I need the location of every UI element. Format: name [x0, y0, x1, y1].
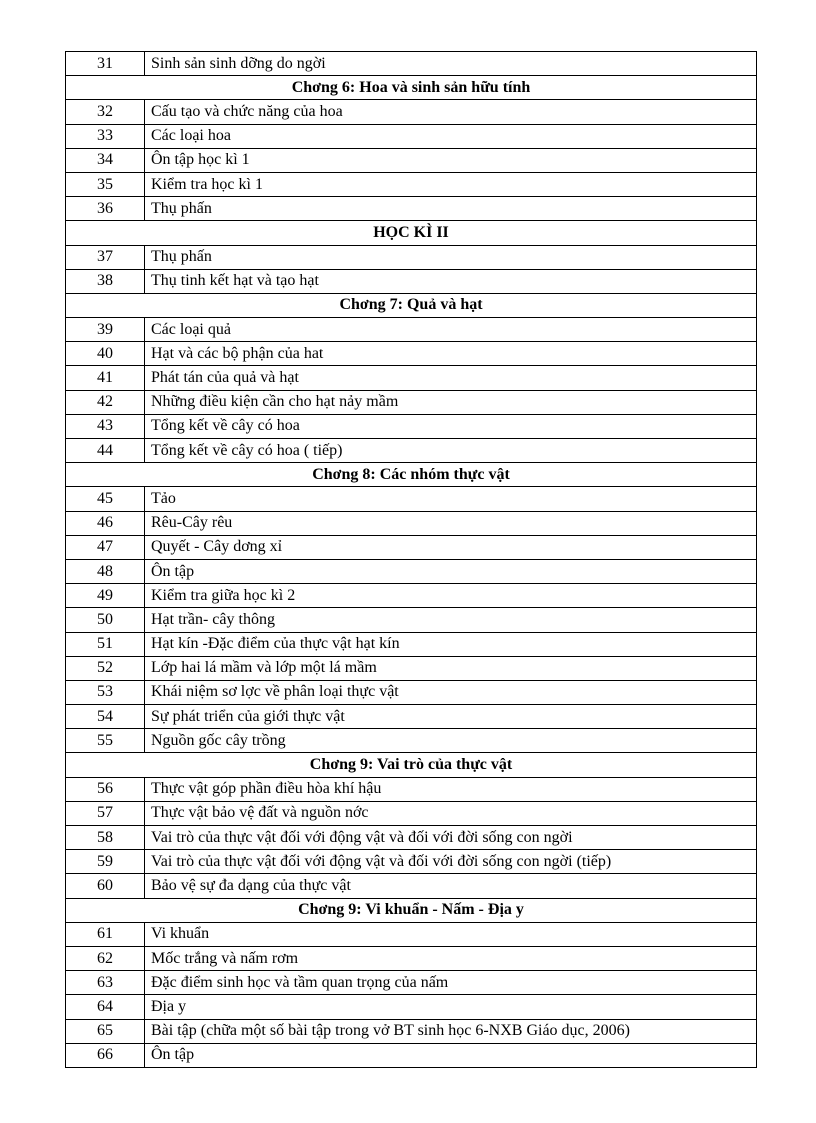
lesson-number: 36: [66, 197, 145, 221]
curriculum-table: [65, 51, 757, 1068]
lesson-number: 35: [66, 172, 145, 196]
lesson-number: 56: [66, 777, 145, 801]
lesson-row: [66, 584, 757, 608]
lesson-row: [66, 874, 757, 898]
lesson-number: 31: [66, 52, 145, 76]
lesson-row: [66, 511, 757, 535]
lesson-row: [66, 269, 757, 293]
lesson-title: Thụ phấn: [145, 245, 757, 269]
lesson-number: 33: [66, 124, 145, 148]
lesson-row: [66, 172, 757, 196]
curriculum-table-body: [66, 52, 757, 1068]
lesson-title: Quyết - Cây dơng xỉ: [145, 535, 757, 559]
lesson-number: 53: [66, 680, 145, 704]
chapter-heading-row: [66, 76, 757, 100]
lesson-title: Thụ phấn: [145, 197, 757, 221]
lesson-number: 42: [66, 390, 145, 414]
lesson-title: Cấu tạo và chức năng của hoa: [145, 100, 757, 124]
lesson-title: Hạt trần- cây thông: [145, 608, 757, 632]
lesson-title: Thực vật góp phần điều hòa khí hậu: [145, 777, 757, 801]
lesson-row: [66, 414, 757, 438]
chapter-heading: Chơng 6: Hoa và sinh sản hữu tính: [66, 76, 757, 100]
lesson-number: 52: [66, 656, 145, 680]
lesson-number: 60: [66, 874, 145, 898]
chapter-heading: Chơng 8: Các nhóm thực vật: [66, 463, 757, 487]
lesson-number: 55: [66, 729, 145, 753]
lesson-row: [66, 632, 757, 656]
lesson-number: 54: [66, 705, 145, 729]
lesson-number: 58: [66, 826, 145, 850]
lesson-row: [66, 995, 757, 1019]
lesson-number: 39: [66, 318, 145, 342]
lesson-number: 66: [66, 1043, 145, 1067]
lesson-row: [66, 52, 757, 76]
lesson-title: Nguồn gốc cây trồng: [145, 729, 757, 753]
lesson-number: 43: [66, 414, 145, 438]
lesson-row: [66, 1043, 757, 1067]
chapter-heading: Chơng 7: Quả và hạt: [66, 293, 757, 317]
lesson-row: [66, 608, 757, 632]
lesson-number: 44: [66, 439, 145, 463]
lesson-row: [66, 922, 757, 946]
lesson-row: [66, 318, 757, 342]
lesson-row: [66, 850, 757, 874]
lesson-title: Ôn tập học kì 1: [145, 148, 757, 172]
lesson-title: Bảo vệ sự đa dạng của thực vật: [145, 874, 757, 898]
lesson-title: Hạt và các bộ phận của hat: [145, 342, 757, 366]
lesson-number: 32: [66, 100, 145, 124]
lesson-number: 64: [66, 995, 145, 1019]
lesson-number: 47: [66, 535, 145, 559]
lesson-title: Mốc trắng và nấm rơm: [145, 946, 757, 970]
lesson-title: Các loại quả: [145, 318, 757, 342]
lesson-title: Khái niệm sơ lợc về phân loại thực vật: [145, 680, 757, 704]
chapter-heading-row: [66, 753, 757, 777]
lesson-title: Hạt kín -Đặc điểm của thực vật hạt kín: [145, 632, 757, 656]
chapter-heading-row: [66, 463, 757, 487]
lesson-row: [66, 390, 757, 414]
lesson-number: 45: [66, 487, 145, 511]
lesson-row: [66, 366, 757, 390]
chapter-heading: HỌC KÌ II: [66, 221, 757, 245]
lesson-row: [66, 1019, 757, 1043]
lesson-row: [66, 487, 757, 511]
chapter-heading-row: [66, 221, 757, 245]
lesson-title: Ôn tập: [145, 1043, 757, 1067]
lesson-number: 57: [66, 801, 145, 825]
lesson-number: 37: [66, 245, 145, 269]
lesson-title: Tảo: [145, 487, 757, 511]
lesson-row: [66, 729, 757, 753]
lesson-title: Địa y: [145, 995, 757, 1019]
lesson-row: [66, 971, 757, 995]
lesson-title: Tổng kết về cây có hoa ( tiếp): [145, 439, 757, 463]
lesson-title: Sự phát triển của giới thực vật: [145, 705, 757, 729]
lesson-title: Các loại hoa: [145, 124, 757, 148]
lesson-number: 61: [66, 922, 145, 946]
lesson-title: Rêu-Cây rêu: [145, 511, 757, 535]
lesson-row: [66, 777, 757, 801]
lesson-number: 51: [66, 632, 145, 656]
lesson-title: Phát tán của quả và hạt: [145, 366, 757, 390]
lesson-row: [66, 245, 757, 269]
lesson-row: [66, 535, 757, 559]
lesson-row: [66, 148, 757, 172]
lesson-number: 34: [66, 148, 145, 172]
lesson-number: 59: [66, 850, 145, 874]
lesson-row: [66, 680, 757, 704]
lesson-title: Lớp hai lá mầm và lớp một lá mầm: [145, 656, 757, 680]
chapter-heading-row: [66, 293, 757, 317]
lesson-title: Vai trò của thực vật đối với động vật và đối với đời sống con ngời: [145, 826, 757, 850]
lesson-title: Tổng kết về cây có hoa: [145, 414, 757, 438]
lesson-title: Vi khuẩn: [145, 922, 757, 946]
lesson-title: Vai trò của thực vật đối với động vật và đối với đời sống con ngời (tiếp): [145, 850, 757, 874]
lesson-row: [66, 826, 757, 850]
lesson-row: [66, 124, 757, 148]
lesson-row: [66, 801, 757, 825]
lesson-row: [66, 197, 757, 221]
lesson-number: 50: [66, 608, 145, 632]
lesson-number: 38: [66, 269, 145, 293]
lesson-number: 41: [66, 366, 145, 390]
lesson-title: Bài tập (chữa một số bài tập trong vở BT sinh học 6-NXB Giáo dục, 2006): [145, 1019, 757, 1043]
lesson-number: 65: [66, 1019, 145, 1043]
lesson-title: Thụ tinh kết hạt và tạo hạt: [145, 269, 757, 293]
lesson-title: Ôn tập: [145, 559, 757, 583]
lesson-row: [66, 100, 757, 124]
lesson-number: 49: [66, 584, 145, 608]
lesson-number: 48: [66, 559, 145, 583]
lesson-title: Thực vật bảo vệ đất và nguồn nớc: [145, 801, 757, 825]
chapter-heading-row: [66, 898, 757, 922]
lesson-title: Những điều kiện cần cho hạt nảy mầm: [145, 390, 757, 414]
lesson-row: [66, 946, 757, 970]
chapter-heading: Chơng 9: Vai trò của thực vật: [66, 753, 757, 777]
lesson-number: 46: [66, 511, 145, 535]
chapter-heading: Chơng 9: Vi khuẩn - Nấm - Địa y: [66, 898, 757, 922]
lesson-title: Kiểm tra giữa học kì 2: [145, 584, 757, 608]
lesson-row: [66, 705, 757, 729]
lesson-title: Kiểm tra học kì 1: [145, 172, 757, 196]
lesson-row: [66, 342, 757, 366]
lesson-title: Đặc điểm sinh học và tầm quan trọng của nấm: [145, 971, 757, 995]
lesson-row: [66, 559, 757, 583]
lesson-row: [66, 656, 757, 680]
lesson-row: [66, 439, 757, 463]
lesson-number: 40: [66, 342, 145, 366]
lesson-title: Sinh sản sinh dỡng do ngời: [145, 52, 757, 76]
lesson-number: 62: [66, 946, 145, 970]
lesson-number: 63: [66, 971, 145, 995]
